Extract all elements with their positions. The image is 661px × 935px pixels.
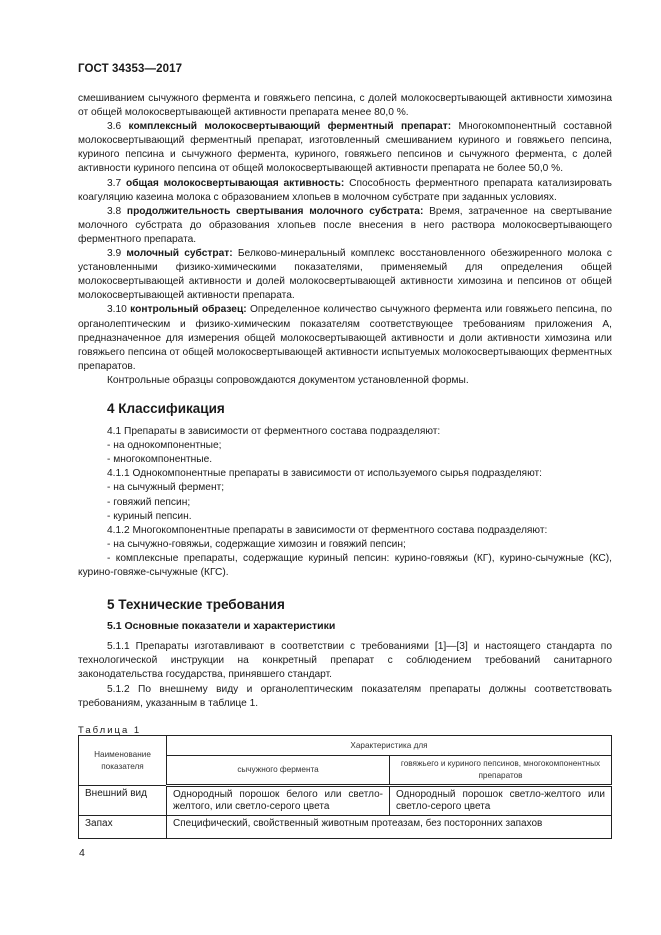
table-1: [78, 735, 612, 839]
pepsins-value: Однородный порошок светло-желтого или светло-серого цвета: [390, 786, 612, 816]
paragraph-3-10: [78, 303, 612, 373]
document-body: [78, 92, 612, 738]
paragraph-text: Контрольные образцы сопровождаются документом установленной формы.: [107, 374, 469, 386]
list-line: - куриный пепсин.: [107, 510, 192, 522]
paragraph-3-9: [78, 247, 612, 303]
list-line: - на сычужный фермент;: [107, 482, 225, 494]
list-line: - на однокомпонентные;: [107, 440, 222, 452]
section-4-title: 4 Классификация: [107, 400, 225, 416]
list-line: 4.1.1 Однокомпонентные препараты в зависимости от используемого сырья подразделяют:: [107, 468, 542, 480]
document-code-header: ГОСТ 34353—2017: [78, 63, 183, 75]
page-number: 4: [79, 847, 85, 859]
definition: Белково-минеральный комплекс восстановленного обезжиренного молока с установленными физико-химическими показателями, применяемый для определения общей молокосвертывающей активности и долей молокосвертывающей активности химозина и пепсинов от общей молокосвертывающей активности препарата.: [78, 248, 612, 302]
paragraph-3-5-continuation: [78, 92, 612, 120]
paragraph-5-1-1: 5.1.1 Препараты изготавливают в соответствии с требованиями [1]—[3] и настоящего стандарта по технологической инструкции на конкретный препарат с соблюдением требований санитарного законодательства государства, принявшего стандарт.: [78, 641, 612, 681]
clause-number: 3.8: [107, 205, 122, 217]
paragraph-control-samples-note: [78, 374, 612, 388]
indicator-name: Запах: [79, 816, 167, 839]
paragraph-3-8: [78, 205, 612, 247]
paragraph-5-1-2: 5.1.2 По внешнему виду и органолептическим показателям препараты должны соответствовать требованиям, указанным в таблице 1.: [78, 683, 612, 709]
clause-number: 3.9: [107, 248, 122, 260]
definition: Определенное количество сычужного фермента или говяжьего пепсина, по органолептическим и физико-химическим показателям соответствующее требованиям приложения А, предназначенное для измерения общей молокосвертывающей активности и доли активности химозина или говяжьего пепсина от общей молокосвертывающей активности испытуемых молокосвертывающих ферментных препаратов.: [78, 304, 613, 372]
table-row: [79, 816, 612, 839]
paragraph-3-7: [78, 177, 612, 205]
list-line: - комплексные препараты, содержащие куриный пепсин: курино-говяжьи (КГ), курино-сычужные (КС), курино-говяже-сычужные (КГС).: [78, 552, 612, 578]
table-row: [79, 786, 612, 816]
paragraph-3-6: [78, 120, 612, 176]
clause-number: 3.6: [107, 121, 122, 133]
clause-number: 3.10: [107, 304, 127, 316]
subsection-5-1-title: 5.1 Основные показатели и характеристики: [107, 620, 336, 633]
term: контрольный образец:: [130, 304, 247, 316]
definition: Способность ферментного препарата катализировать коагуляцию казеина молока с образованием хлопьев в молочном субстрате при заданных условиях.: [78, 177, 612, 203]
column-header-rennet: сычужного фермента: [167, 756, 390, 786]
column-group-header: Характеристика для: [167, 736, 612, 756]
rennet-value: Однородный порошок белого или светло-желтого, или светло-серого цвета: [167, 786, 390, 816]
definition: Время, затраченное на свертывание молочного субстрата до образования хлопьев после внесения в него раствора молокосвертывающего ферментного препарата.: [78, 205, 612, 245]
term: общая молокосвертывающая активность:: [125, 177, 345, 189]
column-header-pepsins: говяжьего и куриного пепсинов, многокомпонентных препаратов: [390, 756, 612, 786]
section-5-title: 5 Технические требования: [107, 597, 285, 613]
term: молочный субстрат:: [126, 248, 233, 260]
term: комплексный молокосвертывающий ферментный препарат:: [128, 121, 452, 133]
term: продолжительность свертывания молочного субстрата:: [126, 205, 424, 217]
table-caption: Таблица 1: [78, 724, 142, 736]
list-line: - многокомпонентные.: [107, 454, 213, 466]
paragraph-text: смешиванием сычужного фермента и говяжьего пепсина, с долей молокосвертывающей активности химозина от общей молокосвертывающей активности препарата менее 80,0 %.: [78, 93, 612, 119]
list-line: - говяжий пепсин;: [107, 496, 191, 508]
list-line: 4.1 Препараты в зависимости от ферментного состава подразделяют:: [107, 426, 441, 438]
indicator-name: Внешний вид: [79, 786, 167, 816]
merged-value: Специфический, свойственный животным протеазам, без посторонних запахов: [167, 816, 612, 839]
list-line: - на сычужно-говяжьи, содержащие химозин и говяжий пепсин;: [107, 538, 406, 550]
clause-number: 3.7: [107, 177, 122, 189]
definition: Многокомпонентный составной молокосвертывающий ферментный препарат, изготовленный смешиванием куриного и говяжьего пепсина, куриного пепсина и сычужного фермента, куриного, говяжьего пепсинов и сычужного фермента, с долей активности куриного пепсина от общей молокосвертывающей активности препарата не более 50,0 %.: [78, 121, 612, 175]
list-line: 4.1.2 Многокомпонентные препараты в зависимости от ферментного состава подразделяют:: [107, 524, 548, 536]
column-header-indicator: Наименование показателя: [79, 736, 167, 786]
table-header-row: [79, 736, 612, 756]
